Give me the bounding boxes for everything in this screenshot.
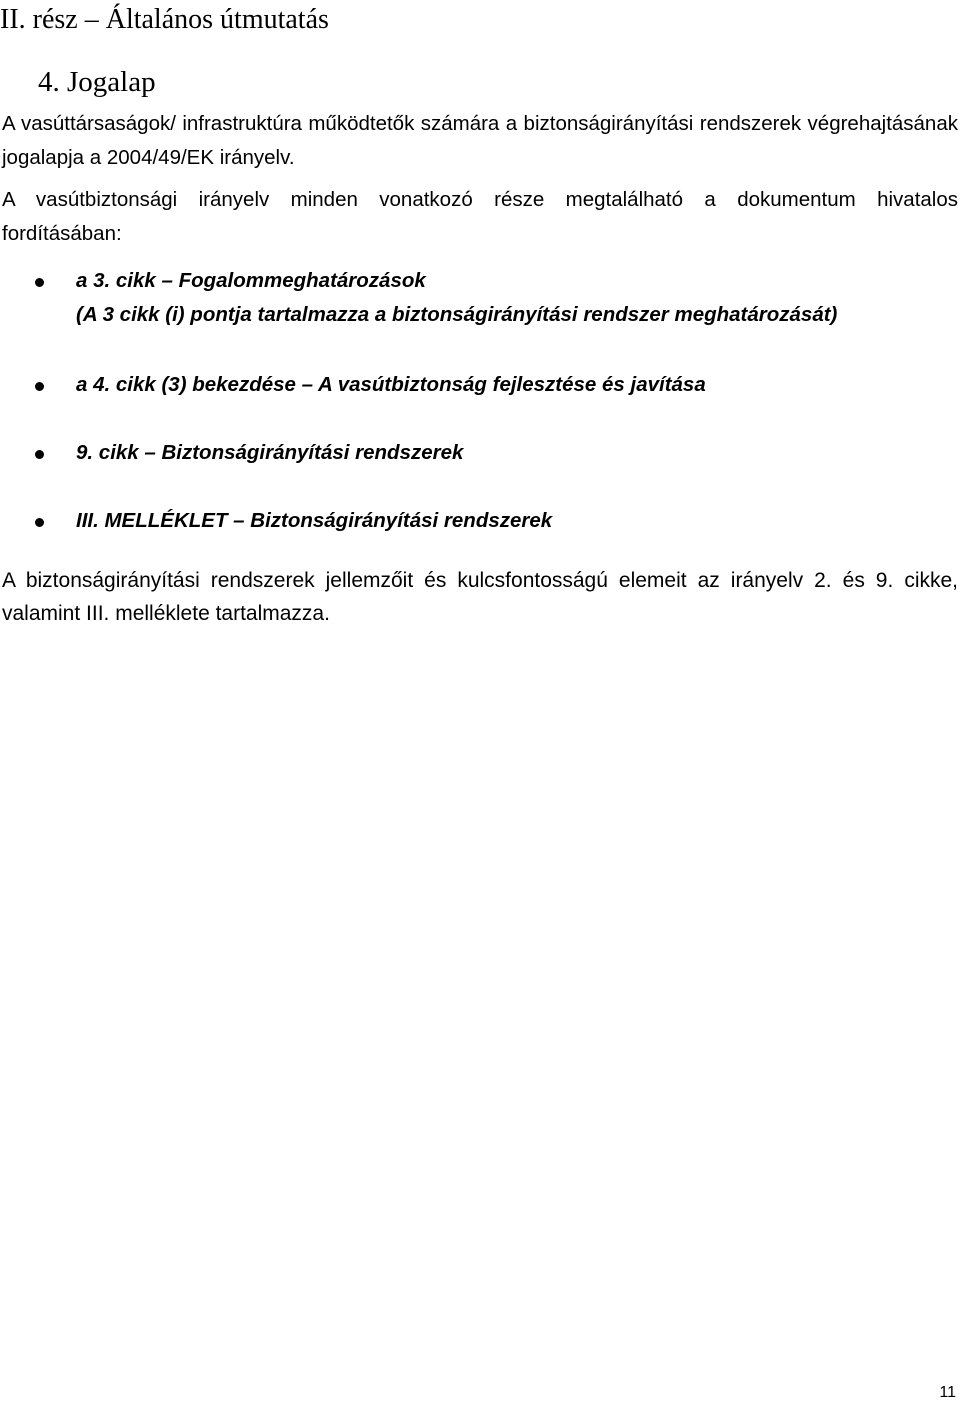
list-item-text: a 3. cikk – Fogalommeghatározások — [76, 269, 426, 292]
part-title: II. rész – Általános útmutatás — [0, 4, 329, 35]
section-heading: 4. Jogalap — [38, 66, 156, 98]
page-number: 11 — [939, 1384, 956, 1401]
paragraph-legal-basis-intro: A vasúttársaságok/ infrastruktúra működtetők számára a biztonságirányítási rendszerek végrehajtásának jogalapja a 2004/49/EK irányelv. — [2, 112, 958, 169]
list-item-subtext: (A 3 cikk (i) pontja tartalmazza a biztonságirányítási rendszer meghatározását) — [76, 303, 838, 326]
bullet-icon — [35, 518, 44, 527]
list-item-text: III. MELLÉKLET – Biztonságirányítási rendszerek — [76, 509, 553, 532]
paragraph-directive-reference: A vasútbiztonsági irányelv minden vonatkozó része megtalálható a dokumentum hivatalos fordításában: — [2, 188, 958, 245]
bullet-icon — [35, 278, 44, 287]
list-item-text: 9. cikk – Biztonságirányítási rendszerek — [76, 441, 464, 464]
paragraph-summary: A biztonságirányítási rendszerek jellemzőit és kulcsfontosságú elemeit az irányelv 2. és 9. cikke, valamint III. melléklete tartalmazza. — [2, 569, 958, 625]
bullet-icon — [35, 450, 44, 459]
bullet-icon — [35, 382, 44, 391]
list-item-text: a 4. cikk (3) bekezdése – A vasútbiztonság fejlesztése és javítása — [76, 373, 706, 396]
